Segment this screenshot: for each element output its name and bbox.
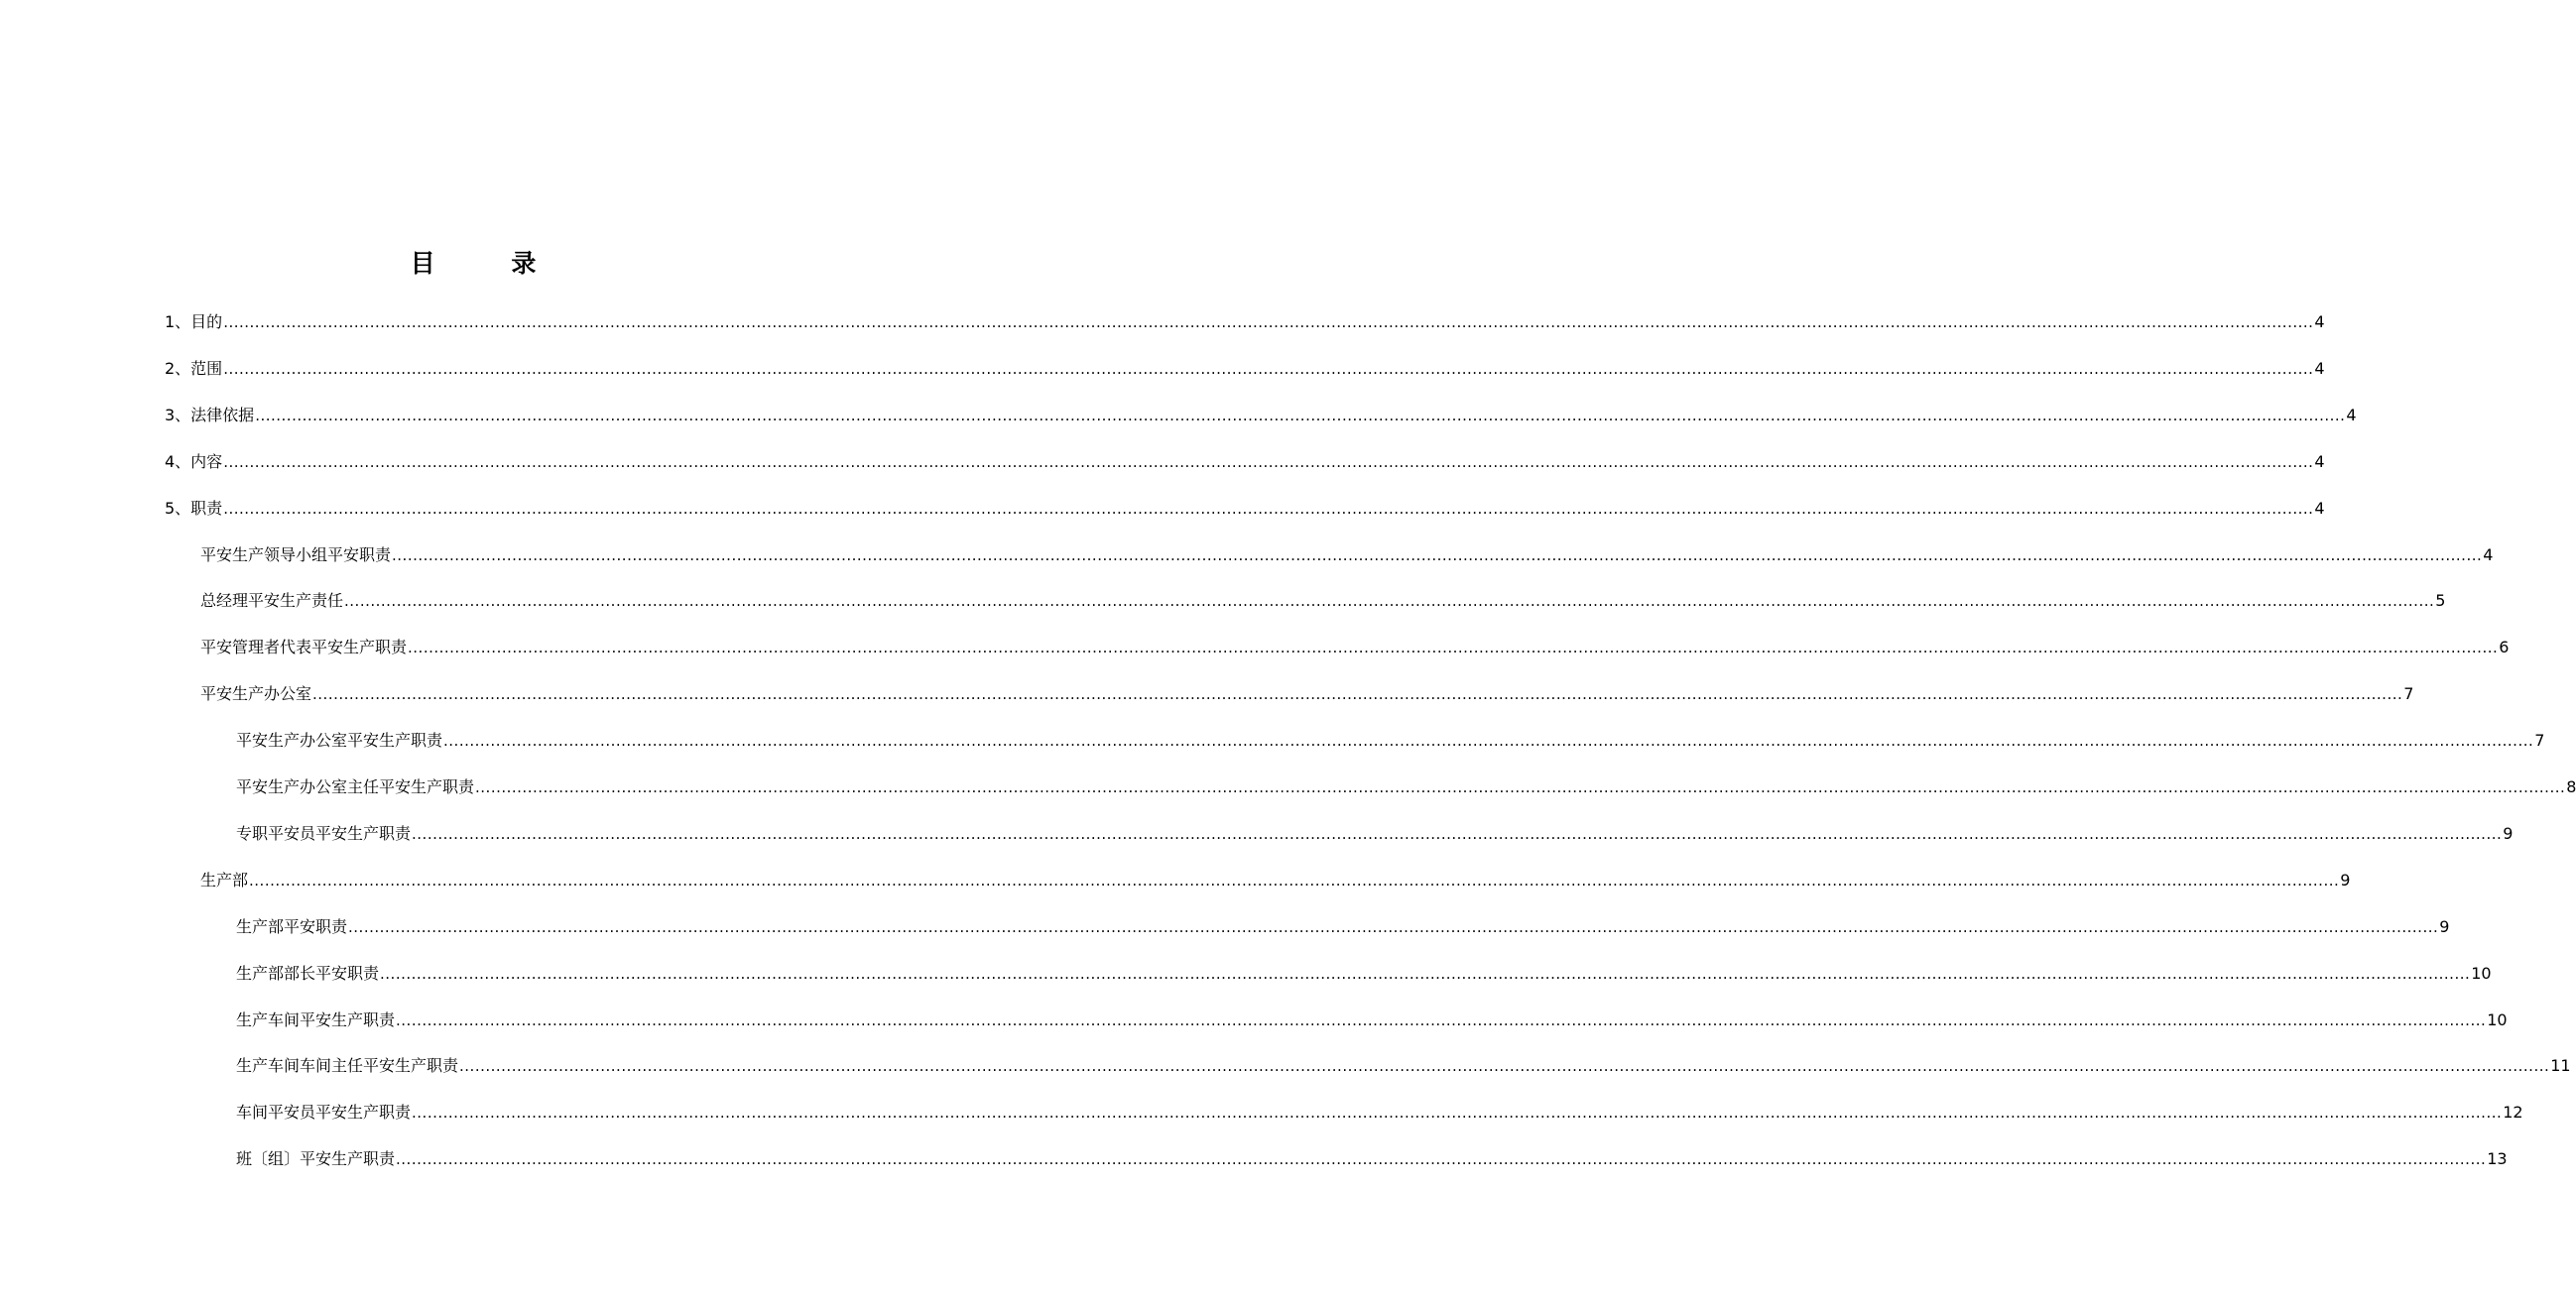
toc-entry[interactable]	[236, 959, 2492, 989]
toc-entry-label: 生产部	[200, 870, 249, 890]
toc-leader-dots: ................................................................................................................................................................................................................................................................................................................................................................................................................	[443, 732, 2534, 751]
toc-entry-label: 5、职责	[165, 498, 223, 518]
toc-entry[interactable]	[200, 633, 2510, 662]
toc-page-number: 4	[2314, 358, 2325, 378]
toc-entry[interactable]	[236, 819, 2514, 849]
toc-entry[interactable]	[165, 447, 2325, 477]
toc-page-number: 6	[2499, 638, 2510, 657]
toc-entry-label: 总经理平安生产责任	[200, 591, 344, 611]
toc-leader-dots: ................................................................................................................................................................................................................................................................................................................................................................................................................	[412, 824, 2503, 843]
toc-page-number: 10	[2471, 963, 2492, 983]
toc-leader-dots: ................................................................................................................................................................................................................................................................................................................................................................................................................	[396, 1010, 2487, 1029]
toc-entry[interactable]	[236, 1006, 2508, 1035]
toc-entry[interactable]	[236, 1144, 2508, 1174]
toc-page-number: 11	[2550, 1056, 2571, 1076]
toc-page-number: 7	[2534, 731, 2545, 751]
toc-leader-dots: ................................................................................................................................................................................................................................................................................................................................................................................................................	[223, 499, 2314, 518]
toc-page-number: 10	[2487, 1009, 2508, 1029]
toc-page-number: 4	[2483, 544, 2494, 564]
toc-page-number: 4	[2314, 312, 2325, 331]
toc-entry-label: 生产部部长平安职责	[236, 963, 380, 983]
toc-page-number: 13	[2487, 1149, 2508, 1169]
toc-leader-dots: ................................................................................................................................................................................................................................................................................................................................................................................................................	[223, 452, 2314, 471]
toc-entry-label: 4、内容	[165, 451, 223, 471]
toc-leader-dots: ................................................................................................................................................................................................................................................................................................................................................................................................................	[255, 406, 2346, 424]
toc-leader-dots: ................................................................................................................................................................................................................................................................................................................................................................................................................	[396, 1150, 2487, 1169]
toc-title: 目 录	[410, 249, 570, 278]
toc-entry[interactable]	[200, 540, 2494, 570]
toc-entry[interactable]	[236, 912, 2450, 942]
toc-entry[interactable]	[165, 354, 2325, 384]
toc-page-number: 12	[2503, 1103, 2523, 1123]
toc-entry[interactable]	[200, 679, 2414, 709]
toc-entry-label: 3、法律依据	[165, 405, 255, 424]
toc-leader-dots: ................................................................................................................................................................................................................................................................................................................................................................................................................	[412, 1104, 2503, 1123]
toc-page-number: 4	[2346, 405, 2357, 424]
toc-page-number: 4	[2314, 451, 2325, 471]
toc-page-number: 5	[2435, 591, 2446, 611]
toc-leader-dots: ................................................................................................................................................................................................................................................................................................................................................................................................................	[344, 592, 2435, 611]
toc-page-number: 4	[2314, 498, 2325, 518]
toc-entry-label: 平安生产领导小组平安职责	[200, 544, 392, 564]
toc-page-number: 8	[2566, 777, 2576, 796]
toc-entry[interactable]	[236, 772, 2576, 802]
toc-entry[interactable]	[200, 586, 2446, 616]
toc-leader-dots: ................................................................................................................................................................................................................................................................................................................................................................................................................	[475, 778, 2566, 796]
toc-leader-dots: ................................................................................................................................................................................................................................................................................................................................................................................................................	[312, 685, 2403, 704]
toc-entry-label: 平安生产办公室平安生产职责	[236, 731, 443, 751]
toc-entry-label: 2、范围	[165, 358, 223, 378]
toc-entry[interactable]	[165, 401, 2357, 430]
toc-entry-label: 班〔组〕平安生产职责	[236, 1149, 396, 1169]
toc-entry-label: 生产车间平安生产职责	[236, 1009, 396, 1029]
toc-entry[interactable]	[236, 1098, 2523, 1128]
toc-page-number: 7	[2403, 684, 2414, 704]
toc-leader-dots: ................................................................................................................................................................................................................................................................................................................................................................................................................	[249, 871, 2340, 890]
toc-entry-label: 1、目的	[165, 312, 223, 331]
toc-entry[interactable]	[165, 494, 2325, 524]
toc-entry-label: 专职平安员平安生产职责	[236, 823, 412, 843]
toc-page-number: 9	[2340, 870, 2351, 890]
toc-leader-dots: ................................................................................................................................................................................................................................................................................................................................................................................................................	[392, 545, 2483, 564]
toc-entry-label: 生产车间车间主任平安生产职责	[236, 1056, 459, 1076]
toc-entry[interactable]	[236, 1051, 2571, 1081]
toc-entry[interactable]	[165, 307, 2325, 337]
toc-entry-label: 平安生产办公室	[200, 684, 312, 704]
toc-leader-dots: ................................................................................................................................................................................................................................................................................................................................................................................................................	[223, 359, 2314, 378]
toc-leader-dots: ................................................................................................................................................................................................................................................................................................................................................................................................................	[459, 1057, 2550, 1076]
toc-entry-label: 车间平安员平安生产职责	[236, 1103, 412, 1123]
toc-leader-dots: ................................................................................................................................................................................................................................................................................................................................................................................................................	[348, 917, 2439, 936]
toc-entry[interactable]	[200, 866, 2351, 895]
toc-entry-label: 平安管理者代表平安生产职责	[200, 638, 408, 657]
toc-leader-dots: ................................................................................................................................................................................................................................................................................................................................................................................................................	[223, 313, 2314, 331]
toc-entry[interactable]	[236, 726, 2545, 756]
toc-leader-dots: ................................................................................................................................................................................................................................................................................................................................................................................................................	[408, 639, 2499, 657]
toc-entry-label: 生产部平安职责	[236, 916, 348, 936]
toc-page-number: 9	[2439, 916, 2450, 936]
toc-page-number: 9	[2503, 823, 2514, 843]
toc-leader-dots: ................................................................................................................................................................................................................................................................................................................................................................................................................	[380, 964, 2471, 983]
toc-entry-label: 平安生产办公室主任平安生产职责	[236, 777, 475, 796]
